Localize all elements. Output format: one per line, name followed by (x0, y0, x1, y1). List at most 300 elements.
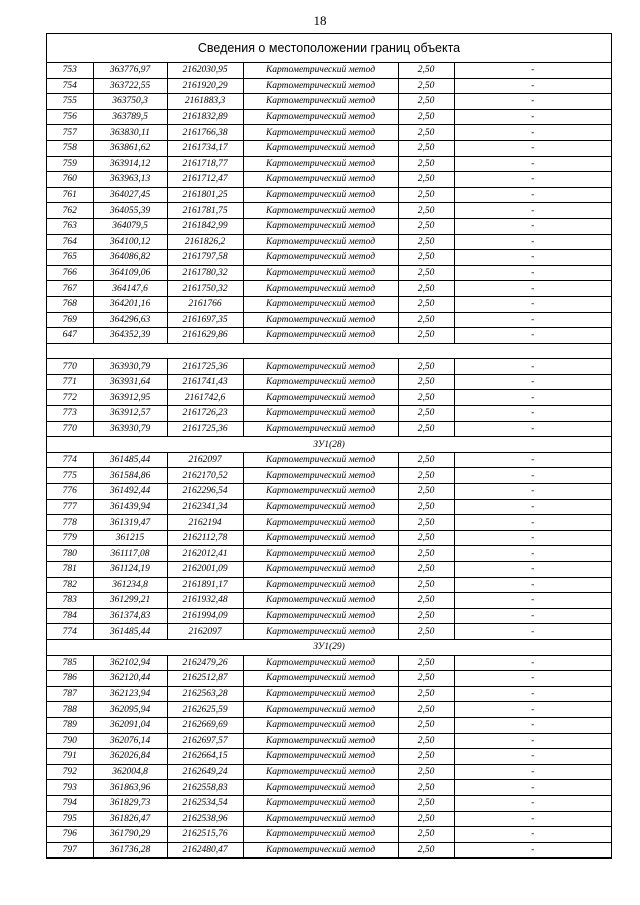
method-cell: Картометрический метод (243, 172, 398, 188)
table-row (47, 328, 611, 344)
method-cell: Картометрический метод (243, 421, 398, 437)
separator-row (47, 343, 611, 359)
point-number-cell: 780 (47, 546, 93, 562)
point-number-cell: 754 (47, 78, 93, 94)
accuracy-cell: 2,50 (398, 780, 454, 796)
y-coordinate-cell: 2162012,41 (167, 546, 243, 562)
method-cell: Картометрический метод (243, 577, 398, 593)
accuracy-cell: 2,50 (398, 218, 454, 234)
accuracy-cell: 2,50 (398, 562, 454, 578)
y-coordinate-cell: 2161725,36 (167, 421, 243, 437)
note-cell: - (454, 827, 611, 843)
method-cell: Картометрический метод (243, 125, 398, 141)
method-cell: Картометрический метод (243, 795, 398, 811)
y-coordinate-cell: 2161891,17 (167, 577, 243, 593)
x-coordinate-cell: 363930,79 (93, 359, 167, 375)
accuracy-cell: 2,50 (398, 452, 454, 468)
note-cell: - (454, 140, 611, 156)
method-cell: Картометрический метод (243, 63, 398, 78)
point-number-cell: 781 (47, 562, 93, 578)
method-cell: Картометрический метод (243, 546, 398, 562)
note-cell: - (454, 608, 611, 624)
table-row (47, 452, 611, 468)
method-cell: Картометрический метод (243, 390, 398, 406)
table-row (47, 468, 611, 484)
point-number-cell: 789 (47, 717, 93, 733)
method-cell: Картометрический метод (243, 203, 398, 219)
accuracy-cell: 2,50 (398, 608, 454, 624)
method-cell: Картометрический метод (243, 733, 398, 749)
method-cell: Картометрический метод (243, 624, 398, 640)
table-row (47, 795, 611, 811)
x-coordinate-cell: 361863,96 (93, 780, 167, 796)
table-row (47, 530, 611, 546)
note-cell: - (454, 499, 611, 515)
accuracy-cell: 2,50 (398, 484, 454, 500)
x-coordinate-cell: 364055,39 (93, 203, 167, 219)
x-coordinate-cell: 361374,83 (93, 608, 167, 624)
x-coordinate-cell: 361215 (93, 530, 167, 546)
table-row (47, 546, 611, 562)
method-cell: Картометрический метод (243, 406, 398, 422)
method-cell: Картометрический метод (243, 702, 398, 718)
note-cell: - (454, 452, 611, 468)
point-number-cell: 790 (47, 733, 93, 749)
method-cell: Картометрический метод (243, 842, 398, 858)
y-coordinate-cell: 2161920,29 (167, 78, 243, 94)
table-row (47, 764, 611, 780)
point-number-cell: 757 (47, 125, 93, 141)
y-coordinate-cell: 2162515,76 (167, 827, 243, 843)
x-coordinate-cell: 362076,14 (93, 733, 167, 749)
accuracy-cell: 2,50 (398, 125, 454, 141)
point-number-cell: 761 (47, 187, 93, 203)
accuracy-cell: 2,50 (398, 515, 454, 531)
table-row (47, 187, 611, 203)
point-number-cell: 784 (47, 608, 93, 624)
x-coordinate-cell: 364027,45 (93, 187, 167, 203)
y-coordinate-cell: 2162649,24 (167, 764, 243, 780)
method-cell: Картометрический метод (243, 359, 398, 375)
y-coordinate-cell: 2162341,34 (167, 499, 243, 515)
table-row (47, 608, 611, 624)
table-row (47, 717, 611, 733)
x-coordinate-cell: 363931,64 (93, 374, 167, 390)
point-number-cell: 771 (47, 374, 93, 390)
x-coordinate-cell: 361736,28 (93, 842, 167, 858)
table-row (47, 686, 611, 702)
x-coordinate-cell: 364296,63 (93, 312, 167, 328)
note-cell: - (454, 109, 611, 125)
method-cell: Картометрический метод (243, 484, 398, 500)
x-coordinate-cell: 364100,12 (93, 234, 167, 250)
x-coordinate-cell: 361485,44 (93, 624, 167, 640)
method-cell: Картометрический метод (243, 218, 398, 234)
y-coordinate-cell: 2161750,32 (167, 281, 243, 297)
accuracy-cell: 2,50 (398, 187, 454, 203)
method-cell: Картометрический метод (243, 234, 398, 250)
table-row (47, 156, 611, 172)
x-coordinate-cell: 363722,55 (93, 78, 167, 94)
point-number-cell: 774 (47, 452, 93, 468)
point-number-cell: 792 (47, 764, 93, 780)
x-coordinate-cell: 362026,84 (93, 749, 167, 765)
y-coordinate-cell: 2161726,23 (167, 406, 243, 422)
method-cell: Картометрический метод (243, 140, 398, 156)
table-row (47, 140, 611, 156)
method-cell: Картометрический метод (243, 749, 398, 765)
method-cell: Картометрический метод (243, 78, 398, 94)
table-heading: Сведения о местоположении границ объекта (47, 34, 611, 63)
table-row (47, 390, 611, 406)
table-row (47, 234, 611, 250)
accuracy-cell: 2,50 (398, 203, 454, 219)
note-cell: - (454, 780, 611, 796)
y-coordinate-cell: 2162534,54 (167, 795, 243, 811)
y-coordinate-cell: 2161932,48 (167, 593, 243, 609)
accuracy-cell: 2,50 (398, 390, 454, 406)
point-number-cell: 793 (47, 780, 93, 796)
accuracy-cell: 2,50 (398, 811, 454, 827)
method-cell: Картометрический метод (243, 156, 398, 172)
y-coordinate-cell: 2162625,59 (167, 702, 243, 718)
method-cell: Картометрический метод (243, 717, 398, 733)
note-cell: - (454, 421, 611, 437)
accuracy-cell: 2,50 (398, 530, 454, 546)
x-coordinate-cell: 362091,04 (93, 717, 167, 733)
note-cell: - (454, 374, 611, 390)
point-number-cell: 765 (47, 250, 93, 266)
y-coordinate-cell: 2161766,38 (167, 125, 243, 141)
accuracy-cell: 2,50 (398, 234, 454, 250)
point-number-cell: 778 (47, 515, 93, 531)
accuracy-cell: 2,50 (398, 374, 454, 390)
accuracy-cell: 2,50 (398, 328, 454, 344)
method-cell: Картометрический метод (243, 312, 398, 328)
note-cell: - (454, 359, 611, 375)
table-row (47, 593, 611, 609)
table-row (47, 172, 611, 188)
section-row (47, 639, 611, 655)
note-cell: - (454, 203, 611, 219)
point-number-cell: 772 (47, 390, 93, 406)
y-coordinate-cell: 2161826,2 (167, 234, 243, 250)
method-cell: Картометрический метод (243, 608, 398, 624)
point-number-cell: 774 (47, 624, 93, 640)
x-coordinate-cell: 364079,5 (93, 218, 167, 234)
note-cell: - (454, 312, 611, 328)
note-cell: - (454, 686, 611, 702)
y-coordinate-cell: 2161766 (167, 296, 243, 312)
note-cell: - (454, 702, 611, 718)
note-cell: - (454, 530, 611, 546)
accuracy-cell: 2,50 (398, 764, 454, 780)
note-cell: - (454, 733, 611, 749)
point-number-cell: 759 (47, 156, 93, 172)
accuracy-cell: 2,50 (398, 702, 454, 718)
table-row (47, 702, 611, 718)
table-row (47, 109, 611, 125)
accuracy-cell: 2,50 (398, 577, 454, 593)
y-coordinate-cell: 2162538,96 (167, 811, 243, 827)
point-number-cell: 796 (47, 827, 93, 843)
table-row (47, 577, 611, 593)
x-coordinate-cell: 364352,39 (93, 328, 167, 344)
table-row (47, 484, 611, 500)
x-coordinate-cell: 363789,5 (93, 109, 167, 125)
method-cell: Картометрический метод (243, 671, 398, 687)
accuracy-cell: 2,50 (398, 499, 454, 515)
accuracy-cell: 2,50 (398, 749, 454, 765)
y-coordinate-cell: 2161741,43 (167, 374, 243, 390)
accuracy-cell: 2,50 (398, 140, 454, 156)
note-cell: - (454, 156, 611, 172)
note-cell: - (454, 172, 611, 188)
accuracy-cell: 2,50 (398, 686, 454, 702)
x-coordinate-cell: 364109,06 (93, 265, 167, 281)
note-cell: - (454, 78, 611, 94)
table-row (47, 125, 611, 141)
point-number-cell: 760 (47, 172, 93, 188)
page-number: 18 (313, 13, 327, 28)
point-number-cell: 758 (47, 140, 93, 156)
note-cell: - (454, 515, 611, 531)
point-number-cell: 776 (47, 484, 93, 500)
accuracy-cell: 2,50 (398, 406, 454, 422)
method-cell: Картометрический метод (243, 109, 398, 125)
method-cell: Картометрический метод (243, 562, 398, 578)
section-title: ЗУ1(29) (47, 639, 611, 655)
point-number-cell: 777 (47, 499, 93, 515)
method-cell: Картометрический метод (243, 827, 398, 843)
method-cell: Картометрический метод (243, 374, 398, 390)
method-cell: Картометрический метод (243, 686, 398, 702)
table-row (47, 296, 611, 312)
y-coordinate-cell: 2161629,86 (167, 328, 243, 344)
x-coordinate-cell: 363861,62 (93, 140, 167, 156)
table-row (47, 655, 611, 671)
note-cell: - (454, 717, 611, 733)
accuracy-cell: 2,50 (398, 546, 454, 562)
x-coordinate-cell: 361826,47 (93, 811, 167, 827)
x-coordinate-cell: 363750,3 (93, 94, 167, 110)
y-coordinate-cell: 2162480,47 (167, 842, 243, 858)
x-coordinate-cell: 361234,8 (93, 577, 167, 593)
table-row (47, 265, 611, 281)
method-cell: Картометрический метод (243, 250, 398, 266)
x-coordinate-cell: 361117,08 (93, 546, 167, 562)
y-coordinate-cell: 2162669,69 (167, 717, 243, 733)
point-number-cell: 775 (47, 468, 93, 484)
point-number-cell: 786 (47, 671, 93, 687)
point-number-cell: 788 (47, 702, 93, 718)
table-row (47, 671, 611, 687)
y-coordinate-cell: 2161712,47 (167, 172, 243, 188)
note-cell: - (454, 842, 611, 858)
point-number-cell: 769 (47, 312, 93, 328)
point-number-cell: 791 (47, 749, 93, 765)
accuracy-cell: 2,50 (398, 593, 454, 609)
point-number-cell: 782 (47, 577, 93, 593)
x-coordinate-cell: 361299,21 (93, 593, 167, 609)
note-cell: - (454, 749, 611, 765)
y-coordinate-cell: 2162697,57 (167, 733, 243, 749)
accuracy-cell: 2,50 (398, 717, 454, 733)
x-coordinate-cell: 362102,94 (93, 655, 167, 671)
accuracy-cell: 2,50 (398, 296, 454, 312)
method-cell: Картометрический метод (243, 452, 398, 468)
table-row (47, 218, 611, 234)
y-coordinate-cell: 2162170,52 (167, 468, 243, 484)
point-number-cell: 766 (47, 265, 93, 281)
table-row (47, 312, 611, 328)
table-row (47, 203, 611, 219)
y-coordinate-cell: 2162112,78 (167, 530, 243, 546)
x-coordinate-cell: 363912,95 (93, 390, 167, 406)
note-cell: - (454, 328, 611, 344)
table-row (47, 499, 611, 515)
table-row (47, 515, 611, 531)
method-cell: Картометрический метод (243, 281, 398, 297)
y-coordinate-cell: 2161797,58 (167, 250, 243, 266)
point-number-cell: 753 (47, 63, 93, 78)
note-cell: - (454, 811, 611, 827)
method-cell: Картометрический метод (243, 530, 398, 546)
note-cell: - (454, 234, 611, 250)
y-coordinate-cell: 2162001,09 (167, 562, 243, 578)
y-coordinate-cell: 2162563,28 (167, 686, 243, 702)
x-coordinate-cell: 363963,13 (93, 172, 167, 188)
table-row (47, 624, 611, 640)
x-coordinate-cell: 363914,12 (93, 156, 167, 172)
method-cell: Картометрический метод (243, 764, 398, 780)
x-coordinate-cell: 361124,19 (93, 562, 167, 578)
note-cell: - (454, 125, 611, 141)
x-coordinate-cell: 361829,73 (93, 795, 167, 811)
note-cell: - (454, 406, 611, 422)
note-cell: - (454, 250, 611, 266)
method-cell: Картометрический метод (243, 655, 398, 671)
table-row (47, 359, 611, 375)
y-coordinate-cell: 2162296,54 (167, 484, 243, 500)
method-cell: Картометрический метод (243, 296, 398, 312)
accuracy-cell: 2,50 (398, 63, 454, 78)
y-coordinate-cell: 2162558,83 (167, 780, 243, 796)
method-cell: Картометрический метод (243, 499, 398, 515)
table-row (47, 250, 611, 266)
note-cell: - (454, 546, 611, 562)
note-cell: - (454, 795, 611, 811)
x-coordinate-cell: 364201,16 (93, 296, 167, 312)
y-coordinate-cell: 2162479,26 (167, 655, 243, 671)
table-row (47, 406, 611, 422)
table-row (47, 78, 611, 94)
method-cell: Картометрический метод (243, 593, 398, 609)
table-row (47, 811, 611, 827)
accuracy-cell: 2,50 (398, 156, 454, 172)
y-coordinate-cell: 2162030,95 (167, 63, 243, 78)
x-coordinate-cell: 361584,86 (93, 468, 167, 484)
point-number-cell: 763 (47, 218, 93, 234)
y-coordinate-cell: 2161718,77 (167, 156, 243, 172)
point-number-cell: 767 (47, 281, 93, 297)
point-number-cell: 770 (47, 359, 93, 375)
note-cell: - (454, 265, 611, 281)
point-number-cell: 770 (47, 421, 93, 437)
y-coordinate-cell: 2161842,99 (167, 218, 243, 234)
x-coordinate-cell: 363830,11 (93, 125, 167, 141)
point-number-cell: 779 (47, 530, 93, 546)
note-cell: - (454, 624, 611, 640)
note-cell: - (454, 187, 611, 203)
x-coordinate-cell: 361492,44 (93, 484, 167, 500)
x-coordinate-cell: 363776,97 (93, 63, 167, 78)
point-number-cell: 764 (47, 234, 93, 250)
x-coordinate-cell: 361319,47 (93, 515, 167, 531)
point-number-cell: 773 (47, 406, 93, 422)
method-cell: Картометрический метод (243, 187, 398, 203)
table-row (47, 562, 611, 578)
accuracy-cell: 2,50 (398, 172, 454, 188)
x-coordinate-cell: 362004,8 (93, 764, 167, 780)
accuracy-cell: 2,50 (398, 842, 454, 858)
y-coordinate-cell: 2161781,75 (167, 203, 243, 219)
note-cell: - (454, 218, 611, 234)
accuracy-cell: 2,50 (398, 109, 454, 125)
note-cell: - (454, 671, 611, 687)
accuracy-cell: 2,50 (398, 624, 454, 640)
point-number-cell: 785 (47, 655, 93, 671)
note-cell: - (454, 281, 611, 297)
point-number-cell: 795 (47, 811, 93, 827)
boundary-table-frame (46, 33, 612, 859)
note-cell: - (454, 655, 611, 671)
y-coordinate-cell: 2161994,09 (167, 608, 243, 624)
note-cell: - (454, 390, 611, 406)
method-cell: Картометрический метод (243, 780, 398, 796)
x-coordinate-cell: 364147,6 (93, 281, 167, 297)
y-coordinate-cell: 2161742,6 (167, 390, 243, 406)
accuracy-cell: 2,50 (398, 421, 454, 437)
accuracy-cell: 2,50 (398, 827, 454, 843)
point-number-cell: 783 (47, 593, 93, 609)
accuracy-cell: 2,50 (398, 312, 454, 328)
table-row (47, 374, 611, 390)
y-coordinate-cell: 2162512,87 (167, 671, 243, 687)
method-cell: Картометрический метод (243, 94, 398, 110)
y-coordinate-cell: 2161725,36 (167, 359, 243, 375)
coordinates-table (47, 63, 611, 858)
x-coordinate-cell: 362123,94 (93, 686, 167, 702)
method-cell: Картометрический метод (243, 515, 398, 531)
point-number-cell: 768 (47, 296, 93, 312)
point-number-cell: 762 (47, 203, 93, 219)
method-cell: Картометрический метод (243, 468, 398, 484)
accuracy-cell: 2,50 (398, 733, 454, 749)
section-row (47, 437, 611, 453)
table-row (47, 63, 611, 78)
table-row (47, 749, 611, 765)
table-row (47, 733, 611, 749)
x-coordinate-cell: 363930,79 (93, 421, 167, 437)
method-cell: Картометрический метод (243, 811, 398, 827)
table-row (47, 827, 611, 843)
method-cell: Картометрический метод (243, 265, 398, 281)
note-cell: - (454, 468, 611, 484)
point-number-cell: 794 (47, 795, 93, 811)
note-cell: - (454, 484, 611, 500)
point-number-cell: 787 (47, 686, 93, 702)
